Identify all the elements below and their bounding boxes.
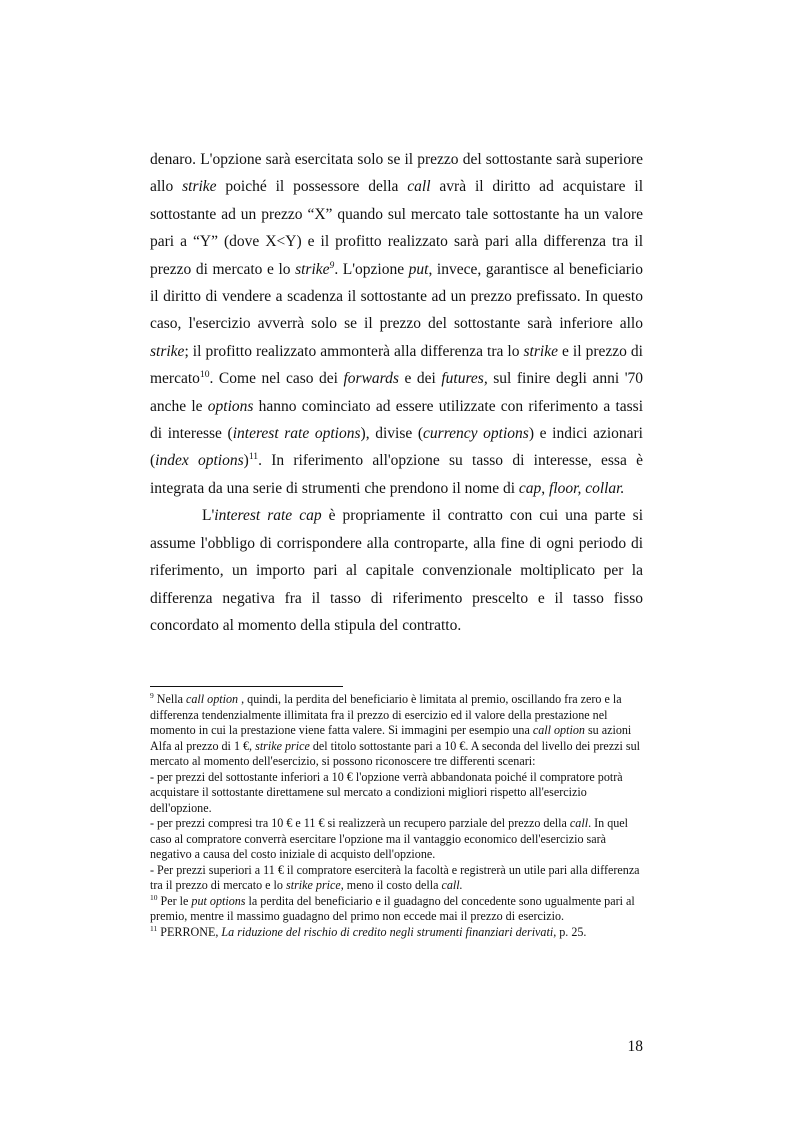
- footnote-9-scenario-1: - per prezzi del sottostante inferiori a 10 € l'opzione verrà abbandonata poiché il compratore potrà acquistare il sottostante direttamene sul mercato a condizioni migliori rispetto all'esercizio dell'opzione.: [150, 769, 623, 815]
- footnote-10: $^{10}$ Per le put options la perdita del beneficiario e il guadagno del concedente sono ugualmente pari al premio, mentre il massimo guadagno del primo non eccede mai il prezzo di esercizio.: [150, 892, 635, 923]
- footnote-separator: [150, 686, 343, 687]
- body-text: [150, 146, 643, 639]
- paragraph: denaro. L'opzione sarà esercitata solo se il prezzo del sottostante sarà superiore allo strike poiché il possessore della call avrà il diritto ad acquistare il sottostante ad un prezzo “X” quando sul mercato tale sottostante ha un valore pari a “Y” (dove X<Y) e il profitto realizzato sarà pari alla differenza tra il prezzo di mercato e lo strike$^9$. L'opzione put, invece, garantisce al beneficiario il diritto di vendere a scadenza il sottostante ad un prezzo prefissato. In questo caso, l'esercizio avverrà solo se il prezzo del sottostante sarà inferiore allo strike; il profitto realizzato ammonterà alla differenza tra lo strike e il prezzo di mercato$^{10}$. Come nel caso dei forwards e dei futures, sul finire degli anni '70 anche le options hanno cominciato ad essere utilizzate con riferimento a tassi di interesse (interest rate options), divise (currency options) e indici azionari (index options)$^{11}$. In riferimento all'opzione su tasso di interesse, essa è integrata da una serie di strumenti che prendono il nome di cap, floor, collar.: [150, 151, 644, 497]
- footnote-9-scenario-3: - Per prezzi superiori a 11 € il compratore eserciterà la facoltà e registrerà un utile pari alla differenza tra il prezzo di mercato e lo strike price, meno il costo della call.: [150, 862, 640, 892]
- footnote-9: $^9$ Nella call option , quindi, la perdita del beneficiario è limitata al premio, oscillando fra zero e la differenza tendenzialmente illimitata fra il prezzo di esercizio ed il valore della prestazione nel momento in cui la prestazione viene fatta valere. Si immagini per esempio una call option su azioni Alfa al prezzo di 1 €, strike price del titolo sottostante pari a 10 €. A seconda del livello dei prezzi sul mercato al momento dell'esercizio, si possono riconoscere tre differenti scenari:: [150, 690, 641, 768]
- paragraph: L'interest rate cap è propriamente il contratto con cui una parte si assume l'obbligo di corrispondere alla controparte, alla fine di ogni periodo di riferimento, un importo pari al capitale convenzionale moltiplicato per la differenza negativa fra il tasso di riferimento prescelto e il tasso fisso concordato al momento della stipula del contratto.: [150, 507, 643, 634]
- page-number: 18: [627, 1038, 643, 1055]
- footnote-9-scenario-2: - per prezzi compresi tra 10 € e 11 € si realizzerà un recupero parziale del prezzo della call. In quel caso al compratore converrà esercitare l'opzione ma il vantaggio economico dell'esercizio sarà negativo a causa del costo iniziale di acquisto dell'opzione.: [150, 816, 629, 861]
- footnote-11: $^{11}$ PERRONE, La riduzione del rischio di credito negli strumenti finanziari derivati, p. 25.: [150, 923, 587, 939]
- footnotes: [150, 692, 643, 940]
